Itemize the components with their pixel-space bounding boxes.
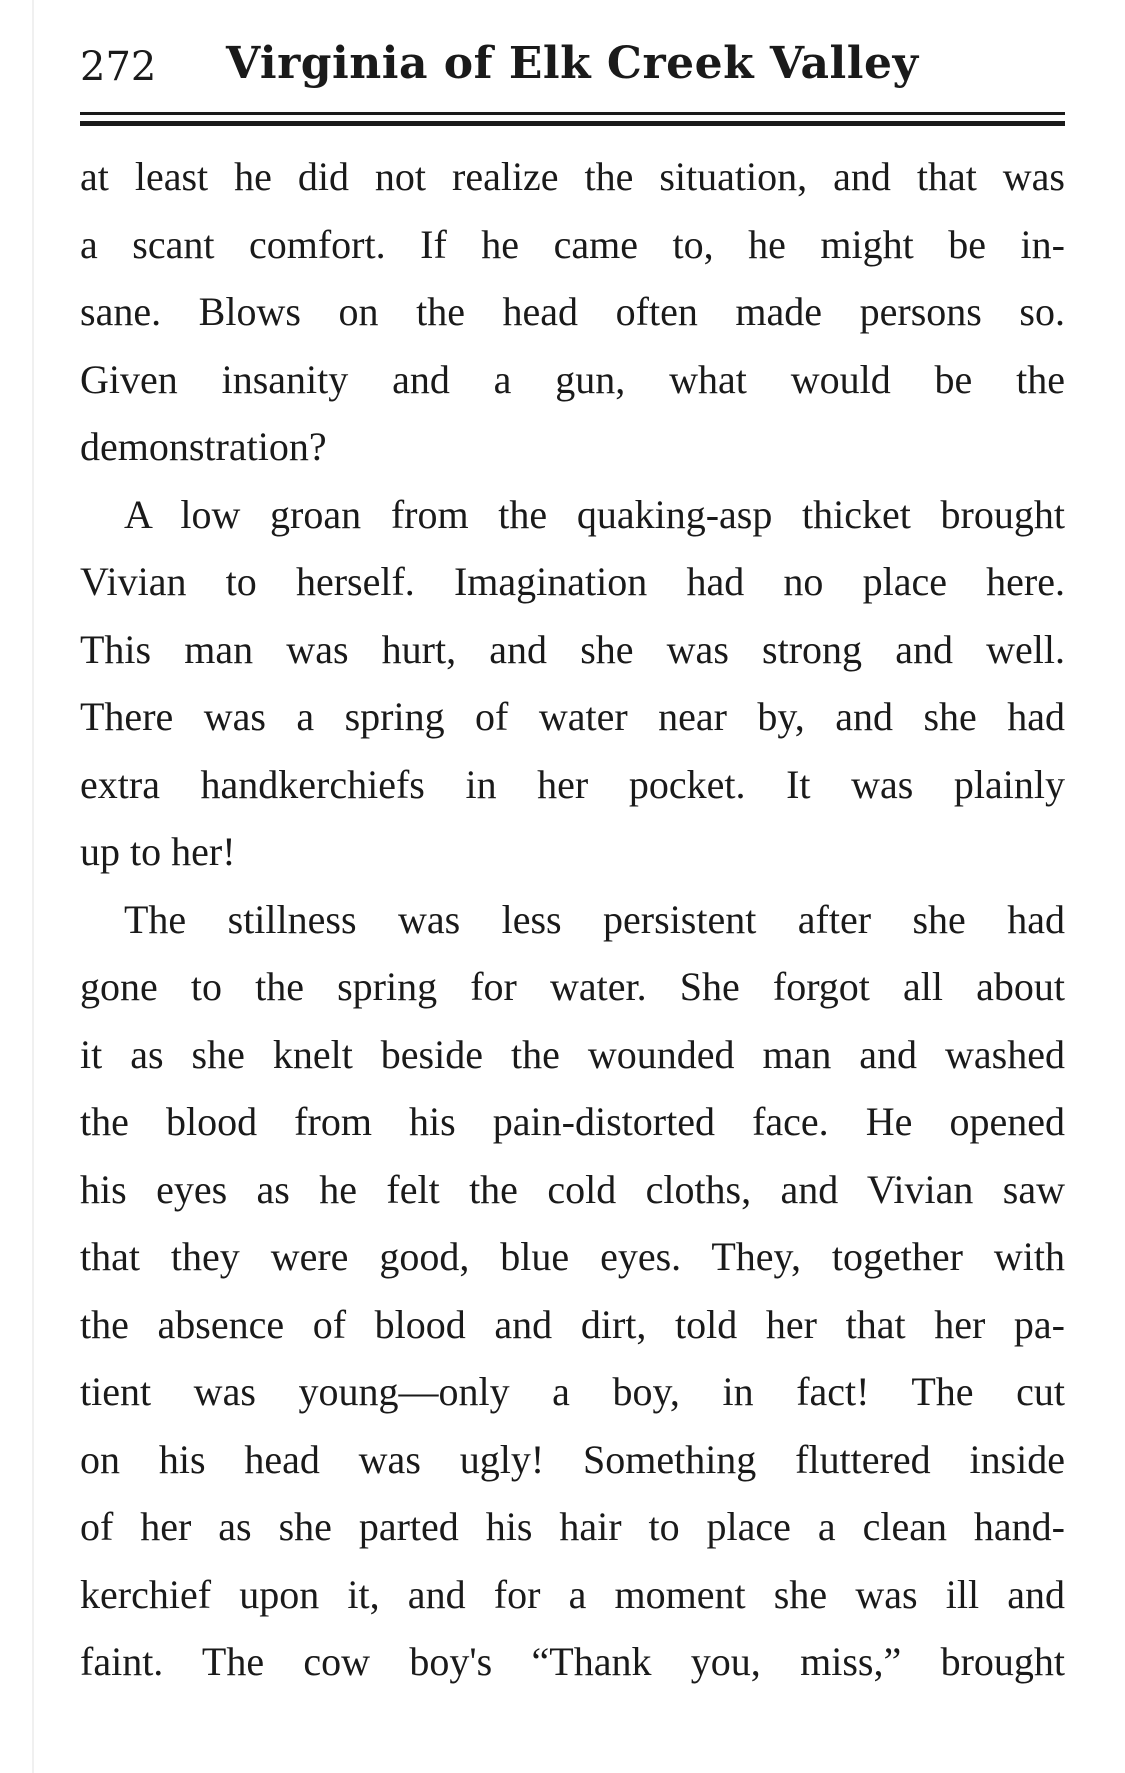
- text-line: of her as she parted his hair to place a clean hand-: [80, 1504, 1065, 1549]
- text-line: a scant comfort. If he came to, he might be in-: [80, 221, 1065, 267]
- header-rule-thin: [80, 112, 1065, 115]
- paragraph-first-line: A low groan from the quaking-asp thicket brought: [124, 491, 1065, 537]
- text-line: it as she knelt beside the wounded man and washed: [80, 1031, 1065, 1077]
- text-line: kerchief upon it, and for a moment she was ill and: [80, 1571, 1065, 1617]
- text-line: gone to the spring for water. She forgot all about: [80, 964, 1065, 1009]
- running-title: Virginia of Elk Creek Valley: [226, 38, 919, 89]
- text-line: extra handkerchiefs in her pocket. It was plainly: [80, 761, 1065, 807]
- text-line: There was a spring of water near by, and she had: [80, 694, 1065, 739]
- text-line: the blood from his pain-distorted face. He opened: [80, 1099, 1065, 1144]
- text-line: demonstration?: [80, 424, 327, 469]
- text-line: at least he did not realize the situation, and that was: [80, 154, 1065, 199]
- text-line: the absence of blood and dirt, told her that her pa-: [80, 1301, 1065, 1347]
- header-rule-thick: [80, 121, 1065, 126]
- text-line: his eyes as he felt the cold cloths, and Vivian saw: [80, 1166, 1065, 1212]
- page-number: 272: [80, 44, 157, 90]
- text-line: up to her!: [80, 829, 236, 874]
- text-line: sane. Blows on the head often made persons so.: [80, 289, 1065, 334]
- text-line: on his head was ugly! Something fluttered inside: [80, 1436, 1065, 1482]
- text-line: tient was young—only a boy, in fact! The cut: [80, 1369, 1065, 1414]
- text-line: that they were good, blue eyes. They, together with: [80, 1234, 1065, 1279]
- running-header: [80, 38, 1070, 104]
- paragraph-first-line: The stillness was less persistent after she had: [124, 896, 1065, 942]
- body-text: [80, 148, 1065, 1701]
- text-line: This man was hurt, and she was strong and well.: [80, 626, 1065, 672]
- text-line: faint. The cow boy's “Thank you, miss,” brought: [80, 1639, 1065, 1684]
- page-margin-shadow: [32, 0, 34, 1773]
- text-line: Vivian to herself. Imagination had no place here.: [80, 559, 1065, 604]
- text-line: Given insanity and a gun, what would be the: [80, 356, 1065, 402]
